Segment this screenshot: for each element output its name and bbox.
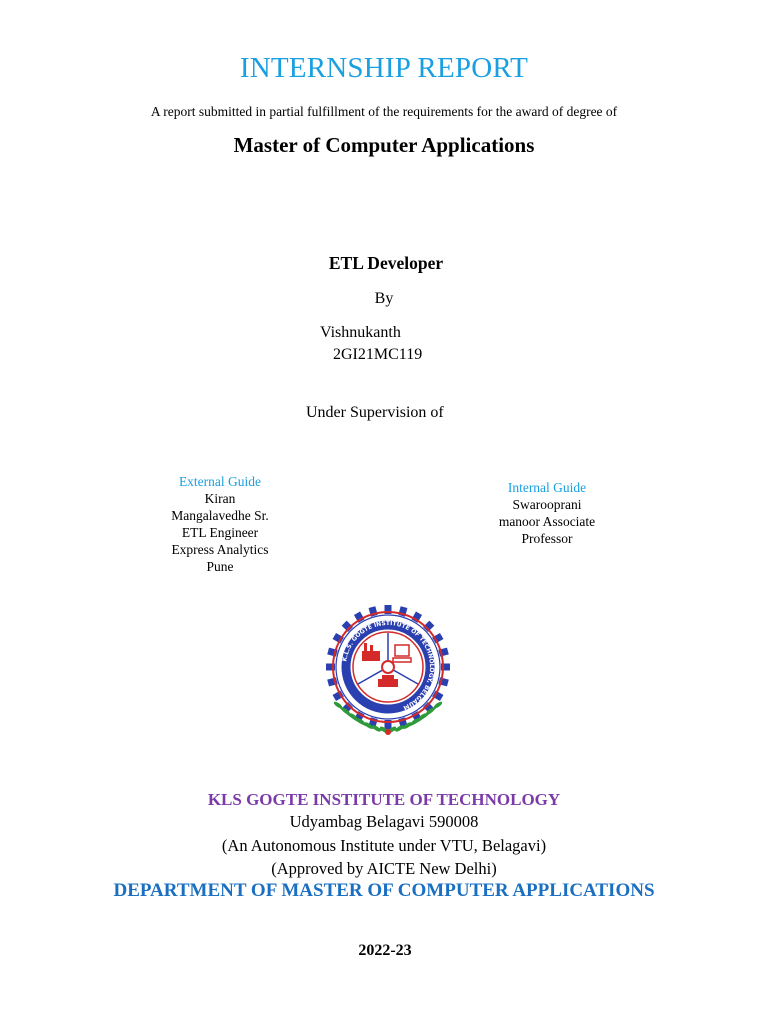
supervision-label: Under Supervision of <box>306 404 444 421</box>
institute-address: Udyambag Belagavi 590008 <box>289 812 479 831</box>
student-id: 2GI21MC119 <box>333 346 423 363</box>
external-guide-line: Express Analytics <box>171 542 269 557</box>
internal-guide-line: Swarooprani <box>512 497 582 512</box>
report-title: INTERNSHIP REPORT <box>239 52 529 84</box>
internal-guide-line: Professor <box>521 531 573 546</box>
external-guide-line: Pune <box>206 559 234 574</box>
student-name: Vishnukanth <box>320 324 401 341</box>
institute-name: KLS GOGTE INSTITUTE OF TECHNOLOGY <box>207 790 561 809</box>
institute-autonomy: (An Autonomous Institute under VTU, Belagavi) <box>221 836 547 855</box>
external-guide-heading: External Guide <box>178 474 262 489</box>
external-guide-line: ETL Engineer <box>181 525 259 540</box>
external-guide-line: Mangalavedhe Sr. <box>171 508 269 523</box>
report-subtitle: A report submitted in partial fulfillment of the requirements for the award of degree of <box>150 104 618 119</box>
internship-role: ETL Developer <box>328 253 444 273</box>
internal-guide-block <box>472 479 622 547</box>
institute-approval: (Approved by AICTE New Delhi) <box>271 859 497 878</box>
institute-logo-icon <box>316 605 460 755</box>
degree-name: Master of Computer Applications <box>233 133 535 157</box>
external-guide-block <box>145 473 295 575</box>
academic-year: 2022-23 <box>358 942 412 959</box>
department-name: DEPARTMENT OF MASTER OF COMPUTER APPLICATIONS <box>113 880 655 901</box>
external-guide-line: Kiran <box>204 491 236 506</box>
internal-guide-heading: Internal Guide <box>507 480 587 495</box>
internal-guide-line: manoor Associate <box>498 514 596 529</box>
logo-ring-text: K.L.S. GOGTE INSTITUTE OF TECHNOLOGY, BELGAUM <box>341 619 436 711</box>
by-label: By <box>374 290 394 307</box>
